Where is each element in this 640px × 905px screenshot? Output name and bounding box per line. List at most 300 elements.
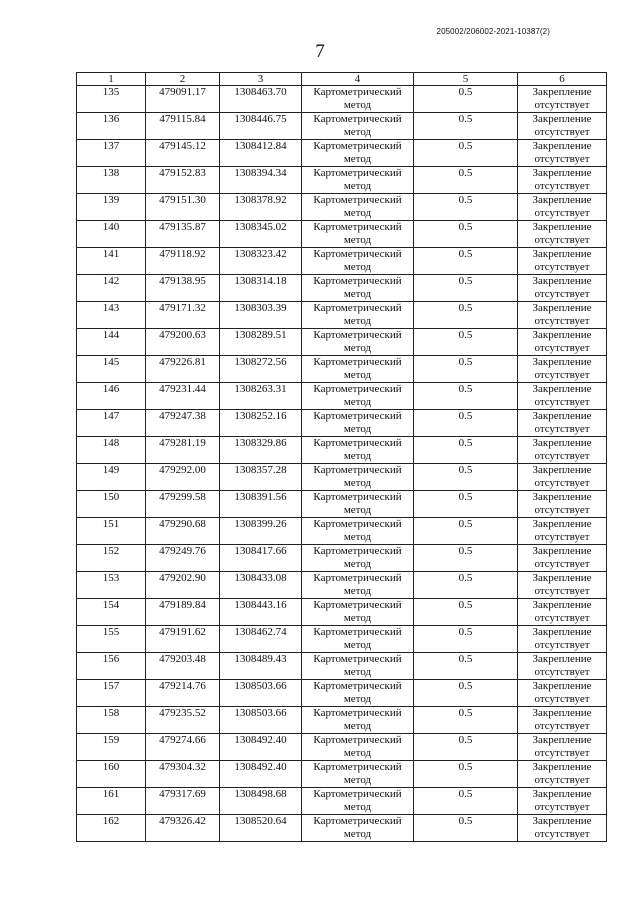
- method-cell: [302, 275, 414, 302]
- table-row: [77, 599, 607, 626]
- column-header: 4: [302, 73, 414, 86]
- x-coordinate-cell: 479135.87: [146, 221, 220, 248]
- method-cell: [302, 680, 414, 707]
- fixation-line-1: Закрепление: [532, 653, 592, 665]
- point-number-cell: 154: [77, 599, 146, 626]
- point-number-cell: 138: [77, 167, 146, 194]
- fixation-line-2: отсутствует: [534, 126, 590, 138]
- table-row: [77, 275, 607, 302]
- table-row: [77, 680, 607, 707]
- method-cell: [302, 113, 414, 140]
- table-row: [77, 761, 607, 788]
- method-line-1: Картометрический: [313, 113, 402, 125]
- method-line-2: метод: [343, 504, 372, 516]
- x-coordinate-cell: 479189.84: [146, 599, 220, 626]
- y-coordinate-cell: 1308433.08: [220, 572, 302, 599]
- x-coordinate-cell: 479249.76: [146, 545, 220, 572]
- method-cell: [302, 167, 414, 194]
- document-id: 205002/206002-2021-10387(2): [436, 27, 550, 36]
- accuracy-cell: 0.5: [414, 410, 518, 437]
- point-number-cell: 142: [77, 275, 146, 302]
- method-line-2: метод: [343, 531, 372, 543]
- accuracy-cell: 0.5: [414, 302, 518, 329]
- fixation-line-2: отсутствует: [534, 153, 590, 165]
- y-coordinate-cell: 1308399.26: [220, 518, 302, 545]
- method-line-2: метод: [343, 396, 372, 408]
- fixation-line-2: отсутствует: [534, 585, 590, 597]
- x-coordinate-cell: 479235.52: [146, 707, 220, 734]
- x-coordinate-cell: 479247.38: [146, 410, 220, 437]
- method-line-1: Картометрический: [313, 383, 402, 395]
- method-line-2: метод: [343, 288, 372, 300]
- method-line-2: метод: [343, 342, 372, 354]
- method-cell: [302, 140, 414, 167]
- fixation-cell: [518, 383, 607, 410]
- method-line-1: Картометрический: [313, 653, 402, 665]
- fixation-line-2: отсутствует: [534, 342, 590, 354]
- method-cell: [302, 383, 414, 410]
- page-number: 7: [315, 41, 325, 62]
- accuracy-cell: 0.5: [414, 815, 518, 842]
- point-number-cell: 150: [77, 491, 146, 518]
- fixation-line-2: отсутствует: [534, 693, 590, 705]
- fixation-cell: [518, 491, 607, 518]
- method-line-2: метод: [343, 639, 372, 651]
- accuracy-cell: 0.5: [414, 626, 518, 653]
- method-cell: [302, 221, 414, 248]
- fixation-cell: [518, 140, 607, 167]
- table-row: [77, 410, 607, 437]
- fixation-line-2: отсутствует: [534, 612, 590, 624]
- fixation-line-1: Закрепление: [532, 113, 592, 125]
- table-header: [77, 73, 607, 86]
- method-line-2: метод: [343, 450, 372, 462]
- table-body: [77, 86, 607, 842]
- method-line-2: метод: [343, 828, 372, 840]
- fixation-line-2: отсутствует: [534, 315, 590, 327]
- method-line-2: метод: [343, 369, 372, 381]
- fixation-cell: [518, 545, 607, 572]
- method-cell: [302, 734, 414, 761]
- method-cell: [302, 572, 414, 599]
- header-row: [77, 73, 607, 86]
- x-coordinate-cell: 479138.95: [146, 275, 220, 302]
- column-header: 1: [77, 73, 146, 86]
- point-number-cell: 157: [77, 680, 146, 707]
- fixation-cell: [518, 329, 607, 356]
- fixation-line-1: Закрепление: [532, 599, 592, 611]
- method-cell: [302, 815, 414, 842]
- method-line-1: Картометрический: [313, 464, 402, 476]
- accuracy-cell: 0.5: [414, 680, 518, 707]
- fixation-line-2: отсутствует: [534, 234, 590, 246]
- table-row: [77, 572, 607, 599]
- point-number-cell: 143: [77, 302, 146, 329]
- method-line-1: Картометрический: [313, 761, 402, 773]
- method-line-2: метод: [343, 612, 372, 624]
- point-number-cell: 145: [77, 356, 146, 383]
- fixation-line-1: Закрепление: [532, 221, 592, 233]
- fixation-line-1: Закрепление: [532, 518, 592, 530]
- method-line-2: метод: [343, 720, 372, 732]
- fixation-line-2: отсутствует: [534, 288, 590, 300]
- table-row: [77, 437, 607, 464]
- x-coordinate-cell: 479191.62: [146, 626, 220, 653]
- fixation-line-1: Закрепление: [532, 329, 592, 341]
- method-line-2: метод: [343, 747, 372, 759]
- accuracy-cell: 0.5: [414, 572, 518, 599]
- method-cell: [302, 707, 414, 734]
- fixation-line-2: отсутствует: [534, 774, 590, 786]
- method-line-2: метод: [343, 666, 372, 678]
- method-cell: [302, 491, 414, 518]
- accuracy-cell: 0.5: [414, 383, 518, 410]
- fixation-cell: [518, 815, 607, 842]
- method-cell: [302, 410, 414, 437]
- method-line-1: Картометрический: [313, 194, 402, 206]
- x-coordinate-cell: 479145.12: [146, 140, 220, 167]
- y-coordinate-cell: 1308520.64: [220, 815, 302, 842]
- fixation-line-1: Закрепление: [532, 545, 592, 557]
- fixation-line-1: Закрепление: [532, 194, 592, 206]
- fixation-cell: [518, 761, 607, 788]
- y-coordinate-cell: 1308391.56: [220, 491, 302, 518]
- point-number-cell: 151: [77, 518, 146, 545]
- table-row: [77, 707, 607, 734]
- method-line-1: Картометрический: [313, 572, 402, 584]
- y-coordinate-cell: 1308463.70: [220, 86, 302, 113]
- accuracy-cell: 0.5: [414, 248, 518, 275]
- accuracy-cell: 0.5: [414, 491, 518, 518]
- x-coordinate-cell: 479091.17: [146, 86, 220, 113]
- fixation-line-2: отсутствует: [534, 747, 590, 759]
- fixation-line-1: Закрепление: [532, 140, 592, 152]
- table-row: [77, 545, 607, 572]
- table-row: [77, 518, 607, 545]
- fixation-line-2: отсутствует: [534, 180, 590, 192]
- x-coordinate-cell: 479214.76: [146, 680, 220, 707]
- fixation-line-2: отсутствует: [534, 720, 590, 732]
- fixation-line-1: Закрепление: [532, 761, 592, 773]
- y-coordinate-cell: 1308289.51: [220, 329, 302, 356]
- method-line-2: метод: [343, 693, 372, 705]
- table-row: [77, 626, 607, 653]
- point-number-cell: 152: [77, 545, 146, 572]
- method-line-1: Картометрический: [313, 626, 402, 638]
- y-coordinate-cell: 1308394.34: [220, 167, 302, 194]
- method-line-1: Картометрический: [313, 734, 402, 746]
- accuracy-cell: 0.5: [414, 113, 518, 140]
- fixation-cell: [518, 707, 607, 734]
- fixation-line-2: отсутствует: [534, 423, 590, 435]
- fixation-cell: [518, 356, 607, 383]
- table-row: [77, 302, 607, 329]
- method-cell: [302, 194, 414, 221]
- method-line-2: метод: [343, 153, 372, 165]
- fixation-cell: [518, 86, 607, 113]
- accuracy-cell: 0.5: [414, 356, 518, 383]
- method-line-1: Картометрический: [313, 545, 402, 557]
- y-coordinate-cell: 1308357.28: [220, 464, 302, 491]
- fixation-line-2: отсутствует: [534, 639, 590, 651]
- method-cell: [302, 329, 414, 356]
- y-coordinate-cell: 1308329.86: [220, 437, 302, 464]
- y-coordinate-cell: 1308492.40: [220, 734, 302, 761]
- x-coordinate-cell: 479200.63: [146, 329, 220, 356]
- x-coordinate-cell: 479299.58: [146, 491, 220, 518]
- method-line-1: Картометрический: [313, 86, 402, 98]
- fixation-line-1: Закрепление: [532, 491, 592, 503]
- table-row: [77, 194, 607, 221]
- y-coordinate-cell: 1308498.68: [220, 788, 302, 815]
- x-coordinate-cell: 479231.44: [146, 383, 220, 410]
- x-coordinate-cell: 479226.81: [146, 356, 220, 383]
- fixation-line-1: Закрепление: [532, 680, 592, 692]
- x-coordinate-cell: 479115.84: [146, 113, 220, 140]
- method-line-2: метод: [343, 99, 372, 111]
- method-cell: [302, 653, 414, 680]
- accuracy-cell: 0.5: [414, 221, 518, 248]
- fixation-cell: [518, 221, 607, 248]
- table-row: [77, 113, 607, 140]
- x-coordinate-cell: 479292.00: [146, 464, 220, 491]
- point-number-cell: 141: [77, 248, 146, 275]
- fixation-line-2: отсутствует: [534, 207, 590, 219]
- fixation-cell: [518, 518, 607, 545]
- fixation-line-1: Закрепление: [532, 437, 592, 449]
- fixation-line-1: Закрепление: [532, 734, 592, 746]
- y-coordinate-cell: 1308412.84: [220, 140, 302, 167]
- table-row: [77, 491, 607, 518]
- method-line-2: метод: [343, 126, 372, 138]
- fixation-line-1: Закрепление: [532, 86, 592, 98]
- table-row: [77, 464, 607, 491]
- column-header: 5: [414, 73, 518, 86]
- y-coordinate-cell: 1308314.18: [220, 275, 302, 302]
- accuracy-cell: 0.5: [414, 734, 518, 761]
- accuracy-cell: 0.5: [414, 599, 518, 626]
- point-number-cell: 161: [77, 788, 146, 815]
- method-line-2: метод: [343, 585, 372, 597]
- y-coordinate-cell: 1308492.40: [220, 761, 302, 788]
- method-cell: [302, 302, 414, 329]
- table-row: [77, 329, 607, 356]
- point-number-cell: 158: [77, 707, 146, 734]
- method-line-1: Картометрический: [313, 437, 402, 449]
- y-coordinate-cell: 1308378.92: [220, 194, 302, 221]
- x-coordinate-cell: 479326.42: [146, 815, 220, 842]
- fixation-line-2: отсутствует: [534, 369, 590, 381]
- method-line-1: Картометрический: [313, 275, 402, 287]
- method-line-2: метод: [343, 207, 372, 219]
- method-cell: [302, 626, 414, 653]
- y-coordinate-cell: 1308417.66: [220, 545, 302, 572]
- method-cell: [302, 248, 414, 275]
- fixation-line-1: Закрепление: [532, 572, 592, 584]
- y-coordinate-cell: 1308446.75: [220, 113, 302, 140]
- method-cell: [302, 599, 414, 626]
- table-row: [77, 248, 607, 275]
- accuracy-cell: 0.5: [414, 329, 518, 356]
- point-number-cell: 162: [77, 815, 146, 842]
- point-number-cell: 140: [77, 221, 146, 248]
- fixation-line-1: Закрепление: [532, 167, 592, 179]
- method-cell: [302, 788, 414, 815]
- column-header: 6: [518, 73, 607, 86]
- fixation-line-1: Закрепление: [532, 248, 592, 260]
- accuracy-cell: 0.5: [414, 653, 518, 680]
- fixation-cell: [518, 167, 607, 194]
- method-cell: [302, 761, 414, 788]
- accuracy-cell: 0.5: [414, 140, 518, 167]
- x-coordinate-cell: 479151.30: [146, 194, 220, 221]
- table-row: [77, 221, 607, 248]
- fixation-line-1: Закрепление: [532, 356, 592, 368]
- method-line-1: Картометрический: [313, 140, 402, 152]
- fixation-cell: [518, 653, 607, 680]
- fixation-line-1: Закрепление: [532, 707, 592, 719]
- method-line-2: метод: [343, 558, 372, 570]
- x-coordinate-cell: 479171.32: [146, 302, 220, 329]
- point-number-cell: 139: [77, 194, 146, 221]
- fixation-cell: [518, 437, 607, 464]
- x-coordinate-cell: 479304.32: [146, 761, 220, 788]
- accuracy-cell: 0.5: [414, 788, 518, 815]
- fixation-cell: [518, 599, 607, 626]
- fixation-cell: [518, 275, 607, 302]
- accuracy-cell: 0.5: [414, 194, 518, 221]
- table-row: [77, 734, 607, 761]
- method-line-2: метод: [343, 180, 372, 192]
- x-coordinate-cell: 479203.48: [146, 653, 220, 680]
- fixation-line-1: Закрепление: [532, 626, 592, 638]
- fixation-line-1: Закрепление: [532, 383, 592, 395]
- method-line-1: Картометрический: [313, 707, 402, 719]
- fixation-cell: [518, 248, 607, 275]
- point-number-cell: 156: [77, 653, 146, 680]
- x-coordinate-cell: 479118.92: [146, 248, 220, 275]
- method-cell: [302, 437, 414, 464]
- y-coordinate-cell: 1308462.74: [220, 626, 302, 653]
- method-line-1: Картометрический: [313, 302, 402, 314]
- point-number-cell: 160: [77, 761, 146, 788]
- fixation-cell: [518, 194, 607, 221]
- fixation-cell: [518, 734, 607, 761]
- fixation-line-2: отсутствует: [534, 558, 590, 570]
- method-line-2: метод: [343, 261, 372, 273]
- method-line-1: Картометрический: [313, 248, 402, 260]
- fixation-cell: [518, 410, 607, 437]
- point-number-cell: 144: [77, 329, 146, 356]
- method-line-1: Картометрический: [313, 167, 402, 179]
- fixation-line-2: отсутствует: [534, 504, 590, 516]
- accuracy-cell: 0.5: [414, 518, 518, 545]
- y-coordinate-cell: 1308272.56: [220, 356, 302, 383]
- table-row: [77, 167, 607, 194]
- accuracy-cell: 0.5: [414, 86, 518, 113]
- method-cell: [302, 545, 414, 572]
- fixation-line-1: Закрепление: [532, 302, 592, 314]
- x-coordinate-cell: 479317.69: [146, 788, 220, 815]
- point-number-cell: 153: [77, 572, 146, 599]
- point-number-cell: 155: [77, 626, 146, 653]
- point-number-cell: 147: [77, 410, 146, 437]
- accuracy-cell: 0.5: [414, 167, 518, 194]
- x-coordinate-cell: 479281.19: [146, 437, 220, 464]
- y-coordinate-cell: 1308252.16: [220, 410, 302, 437]
- y-coordinate-cell: 1308443.16: [220, 599, 302, 626]
- fixation-line-1: Закрепление: [532, 275, 592, 287]
- y-coordinate-cell: 1308303.39: [220, 302, 302, 329]
- fixation-cell: [518, 788, 607, 815]
- method-line-1: Картометрический: [313, 788, 402, 800]
- fixation-line-2: отсутствует: [534, 450, 590, 462]
- x-coordinate-cell: 479290.68: [146, 518, 220, 545]
- fixation-cell: [518, 572, 607, 599]
- method-line-2: метод: [343, 774, 372, 786]
- method-line-2: метод: [343, 423, 372, 435]
- point-number-cell: 135: [77, 86, 146, 113]
- method-cell: [302, 86, 414, 113]
- fixation-cell: [518, 626, 607, 653]
- method-line-2: метод: [343, 315, 372, 327]
- method-cell: [302, 356, 414, 383]
- fixation-line-1: Закрепление: [532, 815, 592, 827]
- fixation-line-1: Закрепление: [532, 464, 592, 476]
- method-line-1: Картометрический: [313, 410, 402, 422]
- fixation-cell: [518, 302, 607, 329]
- fixation-line-2: отсутствует: [534, 477, 590, 489]
- accuracy-cell: 0.5: [414, 707, 518, 734]
- point-number-cell: 159: [77, 734, 146, 761]
- fixation-line-2: отсутствует: [534, 99, 590, 111]
- y-coordinate-cell: 1308263.31: [220, 383, 302, 410]
- point-number-cell: 136: [77, 113, 146, 140]
- column-header: 3: [220, 73, 302, 86]
- table-row: [77, 356, 607, 383]
- fixation-line-1: Закрепление: [532, 788, 592, 800]
- x-coordinate-cell: 479152.83: [146, 167, 220, 194]
- method-line-1: Картометрический: [313, 329, 402, 341]
- table-row: [77, 383, 607, 410]
- method-line-1: Картометрический: [313, 491, 402, 503]
- table-row: [77, 653, 607, 680]
- point-number-cell: 137: [77, 140, 146, 167]
- x-coordinate-cell: 479274.66: [146, 734, 220, 761]
- fixation-line-1: Закрепление: [532, 410, 592, 422]
- method-line-1: Картометрический: [313, 680, 402, 692]
- x-coordinate-cell: 479202.90: [146, 572, 220, 599]
- method-line-1: Картометрический: [313, 356, 402, 368]
- method-line-2: метод: [343, 801, 372, 813]
- table-row: [77, 788, 607, 815]
- fixation-line-2: отсутствует: [534, 396, 590, 408]
- method-line-2: метод: [343, 477, 372, 489]
- method-line-1: Картометрический: [313, 815, 402, 827]
- accuracy-cell: 0.5: [414, 545, 518, 572]
- accuracy-cell: 0.5: [414, 464, 518, 491]
- column-header: 2: [146, 73, 220, 86]
- accuracy-cell: 0.5: [414, 275, 518, 302]
- fixation-line-2: отсутствует: [534, 801, 590, 813]
- table-row: [77, 140, 607, 167]
- fixation-line-2: отсутствует: [534, 666, 590, 678]
- fixation-cell: [518, 680, 607, 707]
- method-line-1: Картометрический: [313, 599, 402, 611]
- point-number-cell: 148: [77, 437, 146, 464]
- fixation-line-2: отсутствует: [534, 828, 590, 840]
- y-coordinate-cell: 1308489.43: [220, 653, 302, 680]
